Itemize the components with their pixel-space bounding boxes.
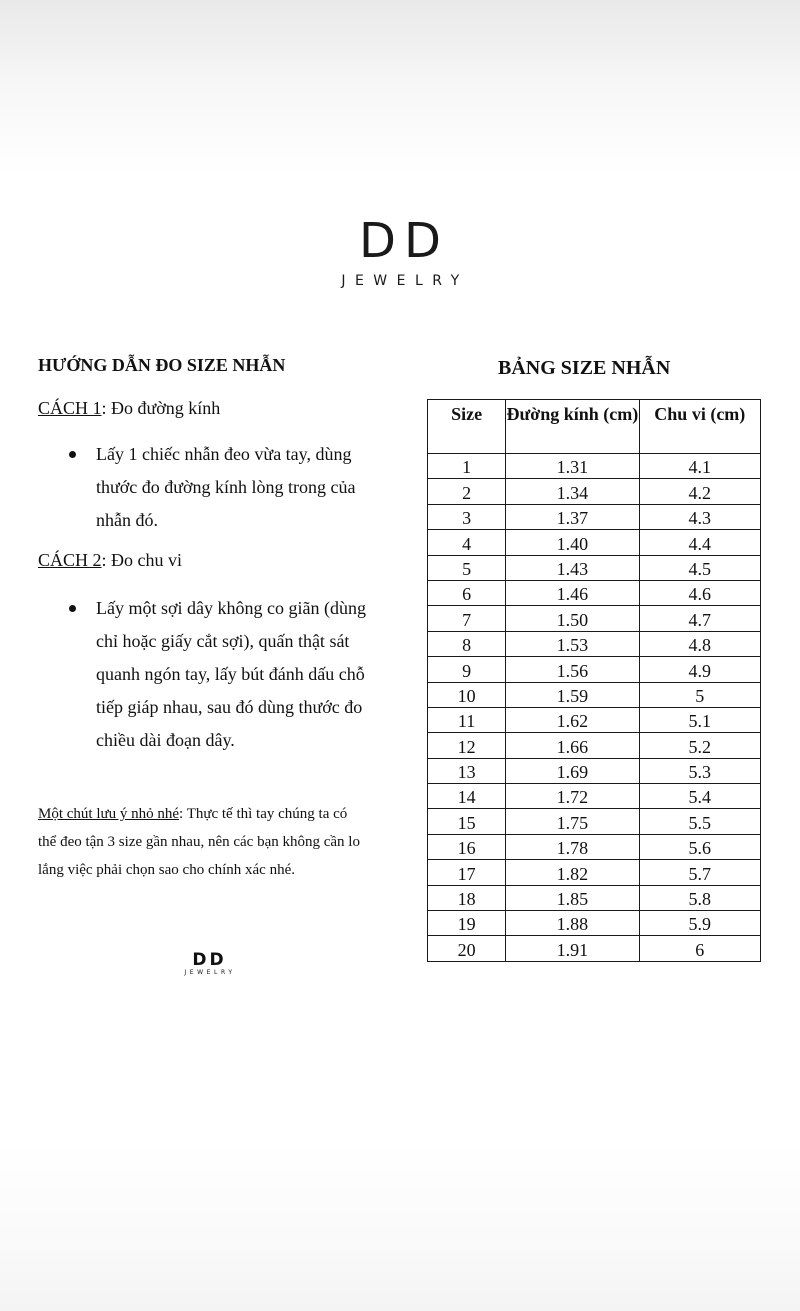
brand-logo-subtitle: JEWELRY bbox=[341, 273, 469, 289]
diameter-cell: 1.66 bbox=[506, 733, 639, 758]
size-cell: 6 bbox=[428, 580, 506, 605]
size-cell: 4 bbox=[428, 530, 506, 555]
method-1-heading bbox=[38, 398, 220, 419]
table-row bbox=[428, 911, 761, 936]
circumference-cell: 5.1 bbox=[639, 707, 760, 732]
table-row bbox=[428, 885, 761, 910]
table-row bbox=[428, 631, 761, 656]
table-row bbox=[428, 479, 761, 504]
table-row bbox=[428, 936, 761, 961]
circumference-cell: 4.3 bbox=[639, 504, 760, 529]
diameter-cell: 1.59 bbox=[506, 682, 639, 707]
circumference-cell: 5 bbox=[639, 682, 760, 707]
circumference-cell: 5.5 bbox=[639, 809, 760, 834]
circumference-cell: 4.9 bbox=[639, 657, 760, 682]
diameter-cell: 1.85 bbox=[506, 885, 639, 910]
size-cell: 12 bbox=[428, 733, 506, 758]
table-row bbox=[428, 504, 761, 529]
table-row bbox=[428, 707, 761, 732]
circumference-cell: 5.2 bbox=[639, 733, 760, 758]
method-1-label: CÁCH 1 bbox=[38, 398, 102, 418]
note bbox=[38, 800, 360, 884]
size-cell: 14 bbox=[428, 784, 506, 809]
diameter-cell: 1.43 bbox=[506, 555, 639, 580]
diameter-cell: 1.37 bbox=[506, 504, 639, 529]
size-cell: 18 bbox=[428, 885, 506, 910]
diameter-cell: 1.82 bbox=[506, 860, 639, 885]
table-row bbox=[428, 758, 761, 783]
circumference-cell: 6 bbox=[639, 936, 760, 961]
note-text: : Thực tế thì tay chúng ta có thể đeo tận 3 size gần nhau, nên các bạn không cần lo lắng việc phải chọn sao cho chính xác nhé. bbox=[38, 806, 360, 878]
diameter-cell: 1.31 bbox=[506, 454, 639, 479]
circumference-cell: 5.9 bbox=[639, 911, 760, 936]
table-row bbox=[428, 784, 761, 809]
circumference-cell: 5.4 bbox=[639, 784, 760, 809]
table-row bbox=[428, 454, 761, 479]
diameter-cell: 1.75 bbox=[506, 809, 639, 834]
method-1-bullet: Lấy 1 chiếc nhẫn đeo vừa tay, dùng thước đo đường kính lòng trong của nhẫn đó. bbox=[96, 438, 386, 537]
brand-logo bbox=[300, 215, 500, 290]
guide-title: HƯỚNG DẪN ĐO SIZE NHẪN bbox=[38, 355, 286, 375]
bottom-background-shade bbox=[0, 1140, 800, 1311]
size-cell: 10 bbox=[428, 682, 506, 707]
table-row bbox=[428, 606, 761, 631]
method-1-text: : Đo đường kính bbox=[101, 398, 221, 418]
header-size: Size bbox=[428, 400, 506, 454]
size-cell: 11 bbox=[428, 707, 506, 732]
diameter-cell: 1.46 bbox=[506, 580, 639, 605]
header-circumference: Chu vi (cm) bbox=[639, 400, 760, 454]
size-cell: 17 bbox=[428, 860, 506, 885]
header-diameter: Đường kính (cm) bbox=[506, 400, 639, 454]
size-table-body bbox=[428, 454, 761, 962]
size-cell: 13 bbox=[428, 758, 506, 783]
diameter-cell: 1.88 bbox=[506, 911, 639, 936]
diameter-cell: 1.50 bbox=[506, 606, 639, 631]
method-2-bullet: Lấy một sợi dây không co giãn (dùng chỉ hoặc giấy cắt sợi), quấn thật sát quanh ngón tay, lấy bút đánh dấu chỗ tiếp giáp nhau, sau đó dùng thước đo chiều dài đoạn dây. bbox=[96, 592, 376, 757]
brand-logo-mark: DD bbox=[359, 213, 449, 269]
method-2-label: CÁCH 2 bbox=[38, 550, 102, 570]
size-cell: 8 bbox=[428, 631, 506, 656]
circumference-cell: 4.1 bbox=[639, 454, 760, 479]
circumference-cell: 4.6 bbox=[639, 580, 760, 605]
diameter-cell: 1.72 bbox=[506, 784, 639, 809]
diameter-cell: 1.62 bbox=[506, 707, 639, 732]
note-label: Một chút lưu ý nhỏ nhé bbox=[38, 806, 180, 822]
size-cell: 16 bbox=[428, 834, 506, 859]
size-cell: 1 bbox=[428, 454, 506, 479]
circumference-cell: 4.2 bbox=[639, 479, 760, 504]
size-cell: 7 bbox=[428, 606, 506, 631]
footer-logo-mark: DD bbox=[192, 950, 227, 970]
table-row bbox=[428, 555, 761, 580]
size-cell: 3 bbox=[428, 504, 506, 529]
diameter-cell: 1.69 bbox=[506, 758, 639, 783]
diameter-cell: 1.53 bbox=[506, 631, 639, 656]
circumference-cell: 5.8 bbox=[639, 885, 760, 910]
table-row bbox=[428, 682, 761, 707]
size-table-title: BẢNG SIZE NHẪN bbox=[498, 357, 671, 379]
table-row bbox=[428, 860, 761, 885]
table-row bbox=[428, 530, 761, 555]
diameter-cell: 1.34 bbox=[506, 479, 639, 504]
diameter-cell: 1.91 bbox=[506, 936, 639, 961]
table-row bbox=[428, 733, 761, 758]
size-cell: 5 bbox=[428, 555, 506, 580]
circumference-cell: 5.6 bbox=[639, 834, 760, 859]
diameter-cell: 1.40 bbox=[506, 530, 639, 555]
size-cell: 20 bbox=[428, 936, 506, 961]
diameter-cell: 1.56 bbox=[506, 657, 639, 682]
size-table bbox=[427, 399, 761, 962]
circumference-cell: 5.7 bbox=[639, 860, 760, 885]
table-row bbox=[428, 809, 761, 834]
circumference-cell: 5.3 bbox=[639, 758, 760, 783]
top-background-shade bbox=[0, 0, 800, 175]
table-row bbox=[428, 834, 761, 859]
size-cell: 19 bbox=[428, 911, 506, 936]
footer-logo-subtitle: JEWELRY bbox=[184, 969, 236, 976]
circumference-cell: 4.7 bbox=[639, 606, 760, 631]
method-2-text: : Đo chu vi bbox=[101, 550, 183, 570]
circumference-cell: 4.4 bbox=[639, 530, 760, 555]
size-cell: 2 bbox=[428, 479, 506, 504]
size-cell: 15 bbox=[428, 809, 506, 834]
diameter-cell: 1.78 bbox=[506, 834, 639, 859]
footer-logo bbox=[165, 951, 251, 977]
circumference-cell: 4.5 bbox=[639, 555, 760, 580]
size-table-header-row bbox=[428, 400, 761, 454]
circumference-cell: 4.8 bbox=[639, 631, 760, 656]
table-row bbox=[428, 580, 761, 605]
table-row bbox=[428, 657, 761, 682]
method-2-heading bbox=[38, 550, 182, 571]
size-cell: 9 bbox=[428, 657, 506, 682]
